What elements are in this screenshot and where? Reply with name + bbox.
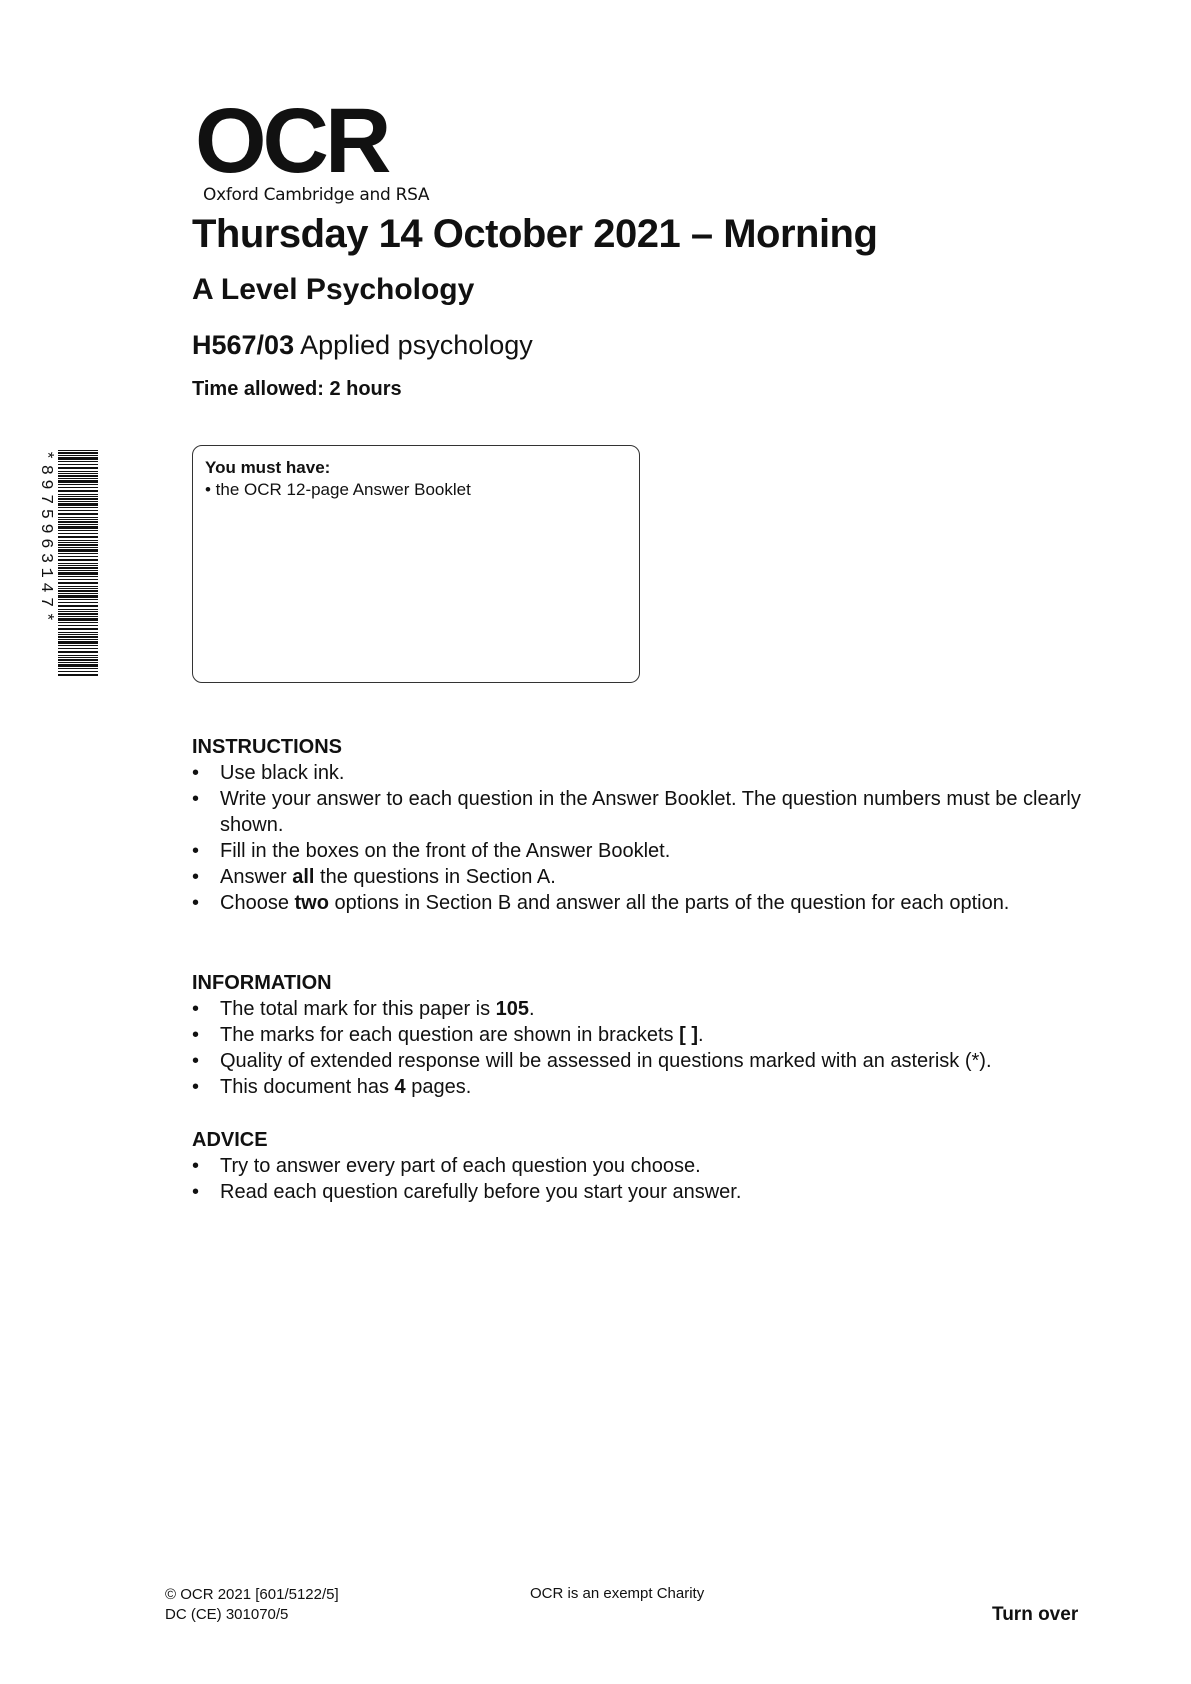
barcode-bar bbox=[58, 605, 98, 607]
barcode-bar bbox=[58, 570, 98, 571]
barcode-bar bbox=[58, 567, 98, 569]
must-have-title: You must have: bbox=[205, 458, 331, 477]
ocr-logo bbox=[195, 90, 455, 205]
advice-heading: ADVICE bbox=[192, 1129, 268, 1151]
barcode-bar bbox=[58, 634, 98, 635]
barcode-bar bbox=[58, 503, 98, 506]
barcode-bar bbox=[58, 513, 98, 515]
barcode-text: *8975963147* bbox=[36, 450, 55, 627]
barcode-bar bbox=[58, 609, 98, 610]
barcode-bar bbox=[58, 655, 98, 656]
barcode-bar bbox=[58, 588, 98, 589]
barcode-bar bbox=[58, 464, 98, 465]
time-allowed: Time allowed: 2 hours bbox=[192, 378, 402, 400]
barcode-bar bbox=[58, 519, 98, 520]
barcode-bar bbox=[58, 547, 98, 548]
barcode-bar bbox=[58, 565, 98, 566]
barcode-bar bbox=[58, 498, 98, 500]
footer-left bbox=[165, 1585, 339, 1625]
barcode-graphic bbox=[30, 450, 100, 680]
barcode-bar bbox=[58, 586, 98, 587]
barcode-bar bbox=[58, 540, 98, 541]
barcode-bar bbox=[58, 671, 98, 672]
barcode-bar bbox=[58, 622, 98, 623]
barcode-bar bbox=[58, 471, 98, 472]
barcode-bar bbox=[58, 628, 98, 630]
barcode-bar bbox=[58, 595, 98, 598]
barcode-bar bbox=[58, 480, 98, 483]
subject-title: A Level Psychology bbox=[192, 273, 475, 306]
list-item: • Choose two options in Section B and answer all the parts of the question for each option. bbox=[192, 890, 1092, 916]
barcode-bar bbox=[58, 582, 98, 584]
barcode-bar bbox=[58, 530, 98, 531]
barcode-bar bbox=[58, 636, 98, 638]
barcode-bar bbox=[58, 639, 98, 640]
barcode-bar bbox=[58, 563, 98, 564]
barcode-bar bbox=[58, 553, 98, 554]
turn-over-label: Turn over bbox=[992, 1604, 1079, 1625]
barcode-bar bbox=[58, 648, 98, 649]
you-must-have-box bbox=[192, 445, 640, 683]
barcode-bar bbox=[58, 664, 98, 667]
barcode-bar bbox=[58, 668, 98, 669]
barcode-bar bbox=[58, 544, 98, 546]
barcode-bar bbox=[58, 526, 98, 529]
barcode-bar bbox=[58, 556, 98, 557]
barcode-bar bbox=[58, 521, 98, 523]
footer-charity: OCR is an exempt Charity bbox=[530, 1585, 705, 1602]
list-item: • This document has 4 pages. bbox=[192, 1074, 1092, 1100]
barcode-bar bbox=[58, 455, 98, 456]
barcode-bar bbox=[58, 549, 98, 552]
barcode-bar bbox=[58, 579, 98, 580]
must-have-item: • the OCR 12-page Answer Booklet bbox=[205, 480, 471, 499]
barcode-bar bbox=[58, 618, 98, 621]
footer-copyright: © OCR 2021 [601/5122/5] bbox=[165, 1586, 339, 1603]
barcode-bar bbox=[58, 473, 98, 474]
list-item: • Read each question carefully before you start your answer. bbox=[192, 1179, 1092, 1205]
list-item: • Use black ink. bbox=[192, 760, 1092, 786]
barcode-bar bbox=[58, 461, 98, 462]
instructions-heading: INSTRUCTIONS bbox=[192, 736, 342, 758]
barcode-bar bbox=[58, 510, 98, 511]
paper-line bbox=[192, 330, 533, 361]
advice-section bbox=[192, 1127, 1092, 1205]
barcode-bar bbox=[58, 507, 98, 508]
barcode-bar bbox=[58, 487, 98, 488]
list-item: • The marks for each question are shown in brackets [ ]. bbox=[192, 1022, 1092, 1048]
barcode-bar bbox=[58, 478, 98, 479]
barcode-bar bbox=[58, 450, 98, 451]
barcode-bar bbox=[58, 467, 98, 469]
barcode-bar bbox=[58, 572, 98, 575]
barcode-bar bbox=[58, 576, 98, 577]
list-item: • The total mark for this paper is 105. bbox=[192, 996, 1092, 1022]
barcode-bar bbox=[58, 602, 98, 603]
barcode-bar bbox=[58, 662, 98, 663]
barcode-bar bbox=[58, 599, 98, 600]
list-item: • Write your answer to each question in the Answer Booklet. The question numbers must be clearly shown. bbox=[192, 786, 1092, 838]
barcode-bar bbox=[58, 613, 98, 615]
barcode-bar bbox=[58, 651, 98, 653]
barcode-bar bbox=[58, 559, 98, 561]
paper-name: Applied psychology bbox=[300, 330, 533, 360]
information-heading: INFORMATION bbox=[192, 972, 332, 994]
footer-ref: DC (CE) 301070/5 bbox=[165, 1606, 289, 1623]
instructions-section bbox=[192, 734, 1092, 916]
barcode-bar bbox=[58, 533, 98, 534]
barcode-bar bbox=[58, 625, 98, 626]
barcode bbox=[30, 450, 100, 680]
barcode-bar bbox=[58, 494, 98, 495]
barcode-bar bbox=[58, 542, 98, 543]
barcode-bar bbox=[58, 632, 98, 633]
barcode-bar bbox=[58, 490, 98, 492]
logo-tagline: Oxford Cambridge and RSA bbox=[203, 185, 430, 205]
barcode-bar bbox=[58, 484, 98, 485]
barcode-bar bbox=[58, 659, 98, 661]
barcode-bar bbox=[58, 496, 98, 497]
barcode-bar bbox=[58, 641, 98, 644]
barcode-bar bbox=[58, 475, 98, 477]
barcode-bar bbox=[58, 657, 98, 658]
barcode-bar bbox=[58, 517, 98, 518]
exam-date-title: Thursday 14 October 2021 – Morning bbox=[192, 212, 878, 256]
logo-mark: OCR bbox=[195, 90, 388, 192]
list-item: • Try to answer every part of each question you choose. bbox=[192, 1153, 1092, 1179]
barcode-bar bbox=[58, 536, 98, 538]
barcode-bar bbox=[58, 616, 98, 617]
barcode-bar bbox=[58, 524, 98, 525]
barcode-bar bbox=[58, 590, 98, 592]
barcode-bar bbox=[58, 645, 98, 646]
barcode-bar bbox=[58, 611, 98, 612]
barcode-bar bbox=[58, 674, 98, 676]
barcode-bar bbox=[58, 457, 98, 460]
list-item: • Answer all the questions in Section A. bbox=[192, 864, 1092, 890]
barcode-bar bbox=[58, 593, 98, 594]
list-item: • Fill in the boxes on the front of the Answer Booklet. bbox=[192, 838, 1092, 864]
list-item: • Quality of extended response will be assessed in questions marked with an asterisk (*). bbox=[192, 1048, 1092, 1074]
barcode-bar bbox=[58, 501, 98, 502]
paper-code: H567/03 bbox=[192, 330, 295, 360]
barcode-bar bbox=[58, 452, 98, 454]
information-section bbox=[192, 970, 1092, 1100]
